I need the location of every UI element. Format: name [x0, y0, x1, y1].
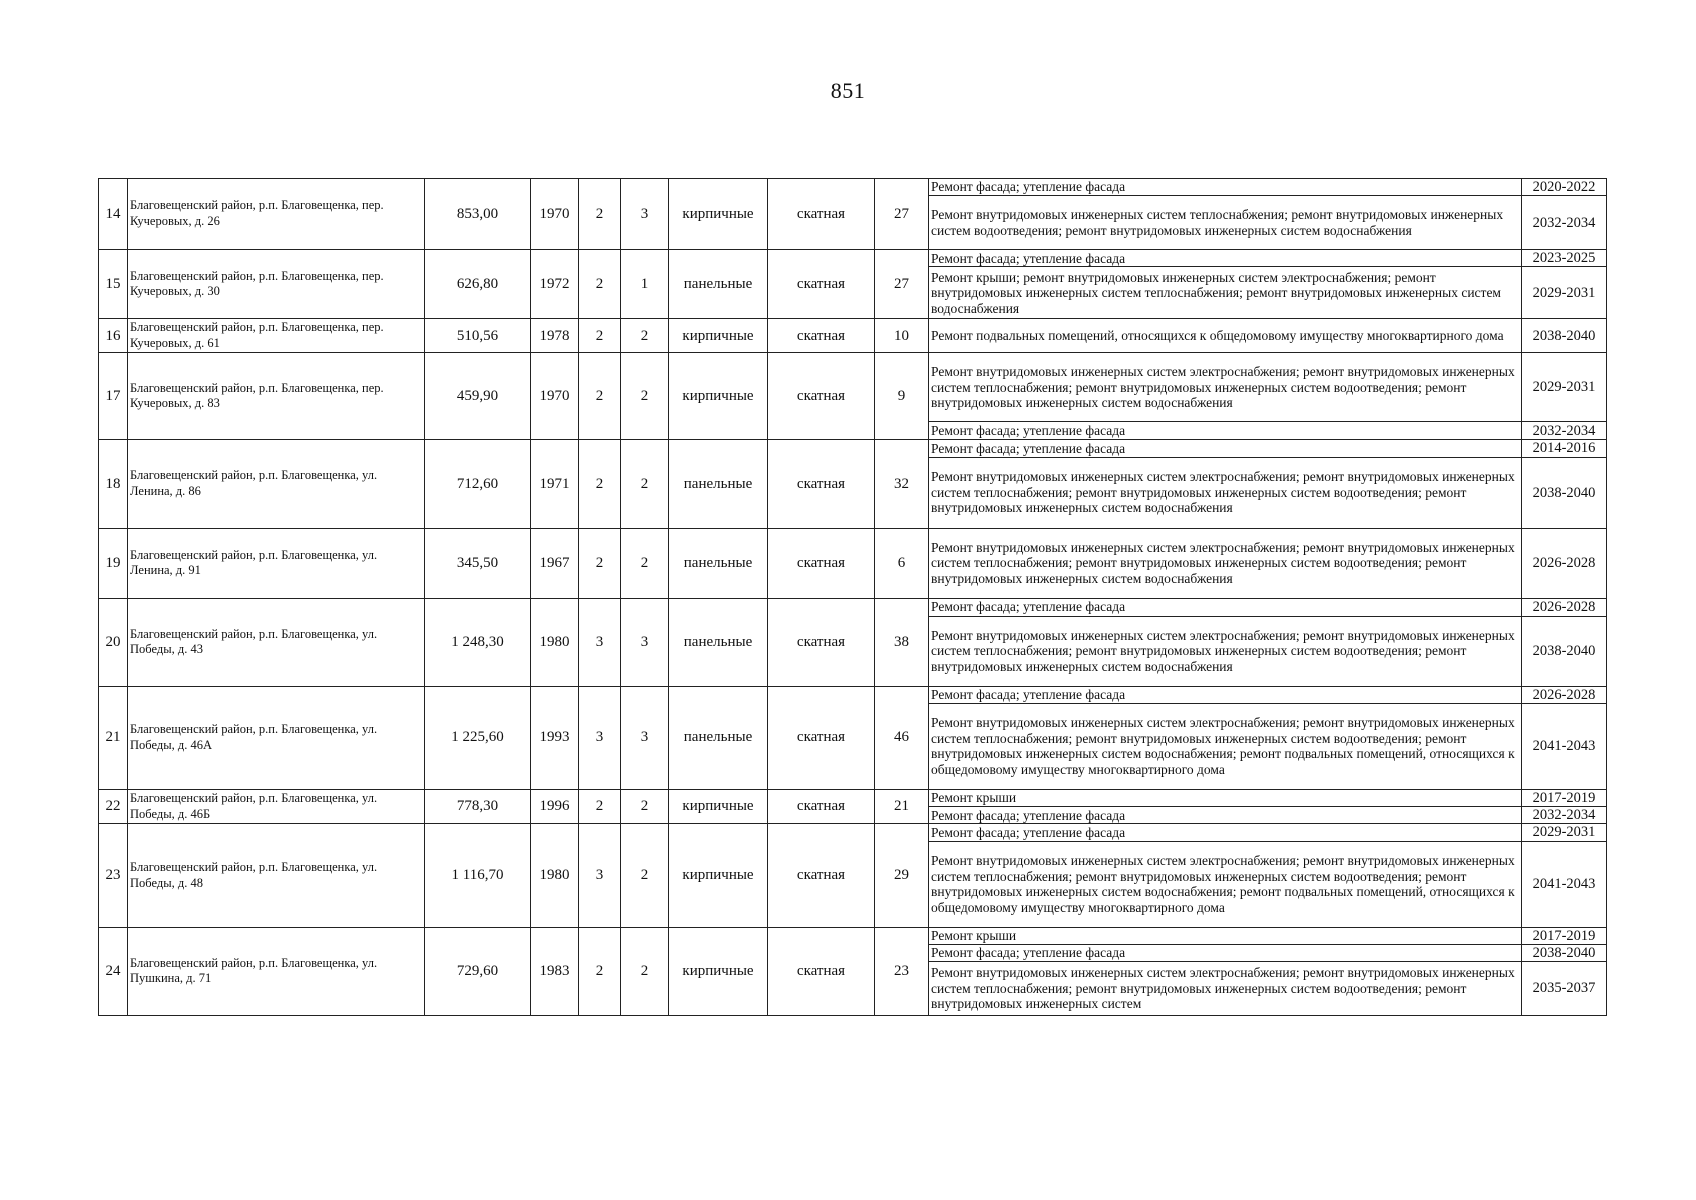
entrances-cell: 2 — [621, 440, 669, 528]
area-cell: 510,56 — [425, 319, 531, 353]
roof-type-cell: скатная — [768, 179, 875, 250]
entrances-cell: 2 — [621, 789, 669, 823]
area-cell: 626,80 — [425, 250, 531, 319]
area-cell: 853,00 — [425, 179, 531, 250]
roof-type-cell: скатная — [768, 528, 875, 598]
table-row — [99, 824, 1607, 841]
address-cell: Благовещенский район, р.п. Благовещенка, пер. Кучеровых, д. 26 — [128, 179, 425, 250]
work-description-cell: Ремонт фасада; утепление фасада — [929, 598, 1522, 616]
table-row — [99, 927, 1607, 944]
entrances-cell: 3 — [621, 686, 669, 789]
work-description-cell: Ремонт фасада; утепление фасада — [929, 944, 1522, 961]
work-period-cell: 2032-2034 — [1522, 422, 1607, 440]
area-cell: 778,30 — [425, 789, 531, 823]
build-year-cell: 1996 — [531, 789, 579, 823]
build-year-cell: 1972 — [531, 250, 579, 319]
work-description-cell: Ремонт крыши; ремонт внутридомовых инженерных систем электроснабжения; ремонт внутридомовых инженерных систем теплоснабжения; ремонт внутридомовых инженерных систем водоснабжения — [929, 267, 1522, 319]
build-year-cell: 1983 — [531, 927, 579, 1015]
work-period-cell: 2029-2031 — [1522, 824, 1607, 841]
table-row — [99, 686, 1607, 703]
table-row — [99, 179, 1607, 196]
wall-material-cell: кирпичные — [669, 789, 768, 823]
address-cell: Благовещенский район, р.п. Благовещенка, ул. Ленина, д. 86 — [128, 440, 425, 528]
build-year-cell: 1970 — [531, 353, 579, 440]
work-period-cell: 2014-2016 — [1522, 440, 1607, 457]
work-period-cell: 2035-2037 — [1522, 962, 1607, 1016]
work-period-cell: 2038-2040 — [1522, 944, 1607, 961]
floors-cell: 2 — [579, 440, 621, 528]
work-period-cell: 2026-2028 — [1522, 598, 1607, 616]
residents-count-cell: 10 — [875, 319, 929, 353]
work-period-cell: 2023-2025 — [1522, 250, 1607, 267]
build-year-cell: 1993 — [531, 686, 579, 789]
table-row — [99, 598, 1607, 616]
floors-cell: 3 — [579, 824, 621, 927]
work-description-cell: Ремонт внутридомовых инженерных систем электроснабжения; ремонт внутридомовых инженерных систем теплоснабжения; ремонт внутридомовых инженерных систем водоотведения; ремонт внутридомовых инженерных систем водоснабжения — [929, 528, 1522, 598]
build-year-cell: 1971 — [531, 440, 579, 528]
floors-cell: 2 — [579, 927, 621, 1015]
entrances-cell: 2 — [621, 319, 669, 353]
wall-material-cell: кирпичные — [669, 824, 768, 927]
wall-material-cell: панельные — [669, 598, 768, 686]
table-row — [99, 789, 1607, 806]
table-row — [99, 319, 1607, 353]
work-description-cell: Ремонт фасада; утепление фасада — [929, 807, 1522, 824]
residents-count-cell: 21 — [875, 789, 929, 823]
entrances-cell: 2 — [621, 353, 669, 440]
row-number-cell: 18 — [99, 440, 128, 528]
row-number-cell: 22 — [99, 789, 128, 823]
work-period-cell: 2038-2040 — [1522, 457, 1607, 528]
row-number-cell: 15 — [99, 250, 128, 319]
row-number-cell: 23 — [99, 824, 128, 927]
area-cell: 729,60 — [425, 927, 531, 1015]
row-number-cell: 14 — [99, 179, 128, 250]
row-number-cell: 19 — [99, 528, 128, 598]
work-description-cell: Ремонт внутридомовых инженерных систем электроснабжения; ремонт внутридомовых инженерных систем теплоснабжения; ремонт внутридомовых инженерных систем водоотведения; ремонт внутридомовых инженерных систем водоснабжения — [929, 353, 1522, 422]
area-cell: 1 225,60 — [425, 686, 531, 789]
entrances-cell: 2 — [621, 927, 669, 1015]
roof-type-cell: скатная — [768, 598, 875, 686]
wall-material-cell: панельные — [669, 528, 768, 598]
table-body — [99, 179, 1607, 1016]
residents-count-cell: 6 — [875, 528, 929, 598]
address-cell: Благовещенский район, р.п. Благовещенка, пер. Кучеровых, д. 61 — [128, 319, 425, 353]
work-description-cell: Ремонт внутридомовых инженерных систем электроснабжения; ремонт внутридомовых инженерных систем теплоснабжения; ремонт внутридомовых инженерных систем водоотведения; ремонт внутридомовых инженерных систем — [929, 962, 1522, 1016]
roof-type-cell: скатная — [768, 250, 875, 319]
wall-material-cell: панельные — [669, 250, 768, 319]
work-description-cell: Ремонт крыши — [929, 789, 1522, 806]
residents-count-cell: 23 — [875, 927, 929, 1015]
residents-count-cell: 27 — [875, 250, 929, 319]
row-number-cell: 21 — [99, 686, 128, 789]
residents-count-cell: 38 — [875, 598, 929, 686]
address-cell: Благовещенский район, р.п. Благовещенка, ул. Победы, д. 46А — [128, 686, 425, 789]
work-description-cell: Ремонт фасада; утепление фасада — [929, 179, 1522, 196]
work-description-cell: Ремонт крыши — [929, 927, 1522, 944]
floors-cell: 2 — [579, 789, 621, 823]
roof-type-cell: скатная — [768, 319, 875, 353]
build-year-cell: 1980 — [531, 824, 579, 927]
area-cell: 459,90 — [425, 353, 531, 440]
work-description-cell: Ремонт фасада; утепление фасада — [929, 440, 1522, 457]
floors-cell: 3 — [579, 686, 621, 789]
area-cell: 712,60 — [425, 440, 531, 528]
work-period-cell: 2020-2022 — [1522, 179, 1607, 196]
table-row — [99, 440, 1607, 457]
repair-schedule-table — [98, 178, 1607, 1016]
table-row — [99, 353, 1607, 422]
address-cell: Благовещенский район, р.п. Благовещенка, ул. Победы, д. 48 — [128, 824, 425, 927]
work-description-cell: Ремонт внутридомовых инженерных систем электроснабжения; ремонт внутридомовых инженерных систем теплоснабжения; ремонт внутридомовых инженерных систем водоотведения; ремонт внутридомовых инженерных систем водоснабжения — [929, 616, 1522, 686]
entrances-cell: 1 — [621, 250, 669, 319]
floors-cell: 2 — [579, 319, 621, 353]
roof-type-cell: скатная — [768, 927, 875, 1015]
roof-type-cell: скатная — [768, 686, 875, 789]
wall-material-cell: кирпичные — [669, 927, 768, 1015]
area-cell: 1 248,30 — [425, 598, 531, 686]
work-description-cell: Ремонт внутридомовых инженерных систем электроснабжения; ремонт внутридомовых инженерных систем теплоснабжения; ремонт внутридомовых инженерных систем водоотведения; ремонт внутридомовых инженерных систем водоснабжения; ремонт подвальных помещений, относящихся к общедомовому имуществу многоквартирного дома — [929, 703, 1522, 789]
residents-count-cell: 29 — [875, 824, 929, 927]
floors-cell: 2 — [579, 250, 621, 319]
work-period-cell: 2041-2043 — [1522, 703, 1607, 789]
work-period-cell: 2038-2040 — [1522, 616, 1607, 686]
work-period-cell: 2017-2019 — [1522, 927, 1607, 944]
build-year-cell: 1980 — [531, 598, 579, 686]
row-number-cell: 24 — [99, 927, 128, 1015]
build-year-cell: 1978 — [531, 319, 579, 353]
area-cell: 1 116,70 — [425, 824, 531, 927]
page-number: 851 — [830, 78, 866, 103]
residents-count-cell: 9 — [875, 353, 929, 440]
work-description-cell: Ремонт внутридомовых инженерных систем теплоснабжения; ремонт внутридомовых инженерных систем водоотведения; ремонт внутридомовых инженерных систем водоснабжения — [929, 196, 1522, 250]
work-period-cell: 2029-2031 — [1522, 267, 1607, 319]
entrances-cell: 3 — [621, 179, 669, 250]
work-description-cell: Ремонт фасада; утепление фасада — [929, 422, 1522, 440]
work-period-cell: 2032-2034 — [1522, 807, 1607, 824]
work-description-cell: Ремонт внутридомовых инженерных систем электроснабжения; ремонт внутридомовых инженерных систем теплоснабжения; ремонт внутридомовых инженерных систем водоотведения; ремонт внутридомовых инженерных систем водоснабжения — [929, 457, 1522, 528]
work-period-cell: 2041-2043 — [1522, 841, 1607, 927]
work-period-cell: 2026-2028 — [1522, 686, 1607, 703]
residents-count-cell: 32 — [875, 440, 929, 528]
residents-count-cell: 46 — [875, 686, 929, 789]
wall-material-cell: кирпичные — [669, 179, 768, 250]
wall-material-cell: кирпичные — [669, 319, 768, 353]
entrances-cell: 3 — [621, 598, 669, 686]
work-period-cell: 2017-2019 — [1522, 789, 1607, 806]
floors-cell: 2 — [579, 528, 621, 598]
address-cell: Благовещенский район, р.п. Благовещенка, ул. Пушкина, д. 71 — [128, 927, 425, 1015]
wall-material-cell: кирпичные — [669, 353, 768, 440]
address-cell: Благовещенский район, р.п. Благовещенка, пер. Кучеровых, д. 30 — [128, 250, 425, 319]
work-description-cell: Ремонт фасада; утепление фасада — [929, 686, 1522, 703]
floors-cell: 2 — [579, 353, 621, 440]
build-year-cell: 1967 — [531, 528, 579, 598]
build-year-cell: 1970 — [531, 179, 579, 250]
row-number-cell: 20 — [99, 598, 128, 686]
wall-material-cell: панельные — [669, 440, 768, 528]
row-number-cell: 17 — [99, 353, 128, 440]
table-row — [99, 250, 1607, 267]
roof-type-cell: скатная — [768, 789, 875, 823]
work-period-cell: 2029-2031 — [1522, 353, 1607, 422]
work-description-cell: Ремонт внутридомовых инженерных систем электроснабжения; ремонт внутридомовых инженерных систем теплоснабжения; ремонт внутридомовых инженерных систем водоотведения; ремонт внутридомовых инженерных систем водоснабжения; ремонт подвальных помещений, относящихся к общедомовому имуществу многоквартирного дома — [929, 841, 1522, 927]
address-cell: Благовещенский район, р.п. Благовещенка, ул. Победы, д. 46Б — [128, 789, 425, 823]
work-description-cell: Ремонт фасада; утепление фасада — [929, 824, 1522, 841]
wall-material-cell: панельные — [669, 686, 768, 789]
row-number-cell: 16 — [99, 319, 128, 353]
entrances-cell: 2 — [621, 528, 669, 598]
address-cell: Благовещенский район, р.п. Благовещенка, пер. Кучеровых, д. 83 — [128, 353, 425, 440]
floors-cell: 2 — [579, 179, 621, 250]
roof-type-cell: скатная — [768, 824, 875, 927]
work-period-cell: 2038-2040 — [1522, 319, 1607, 353]
work-period-cell: 2026-2028 — [1522, 528, 1607, 598]
roof-type-cell: скатная — [768, 353, 875, 440]
work-description-cell: Ремонт подвальных помещений, относящихся к общедомовому имуществу многоквартирного дома — [929, 319, 1522, 353]
table-row — [99, 528, 1607, 598]
entrances-cell: 2 — [621, 824, 669, 927]
residents-count-cell: 27 — [875, 179, 929, 250]
address-cell: Благовещенский район, р.п. Благовещенка, ул. Ленина, д. 91 — [128, 528, 425, 598]
work-description-cell: Ремонт фасада; утепление фасада — [929, 250, 1522, 267]
floors-cell: 3 — [579, 598, 621, 686]
address-cell: Благовещенский район, р.п. Благовещенка, ул. Победы, д. 43 — [128, 598, 425, 686]
area-cell: 345,50 — [425, 528, 531, 598]
work-period-cell: 2032-2034 — [1522, 196, 1607, 250]
roof-type-cell: скатная — [768, 440, 875, 528]
